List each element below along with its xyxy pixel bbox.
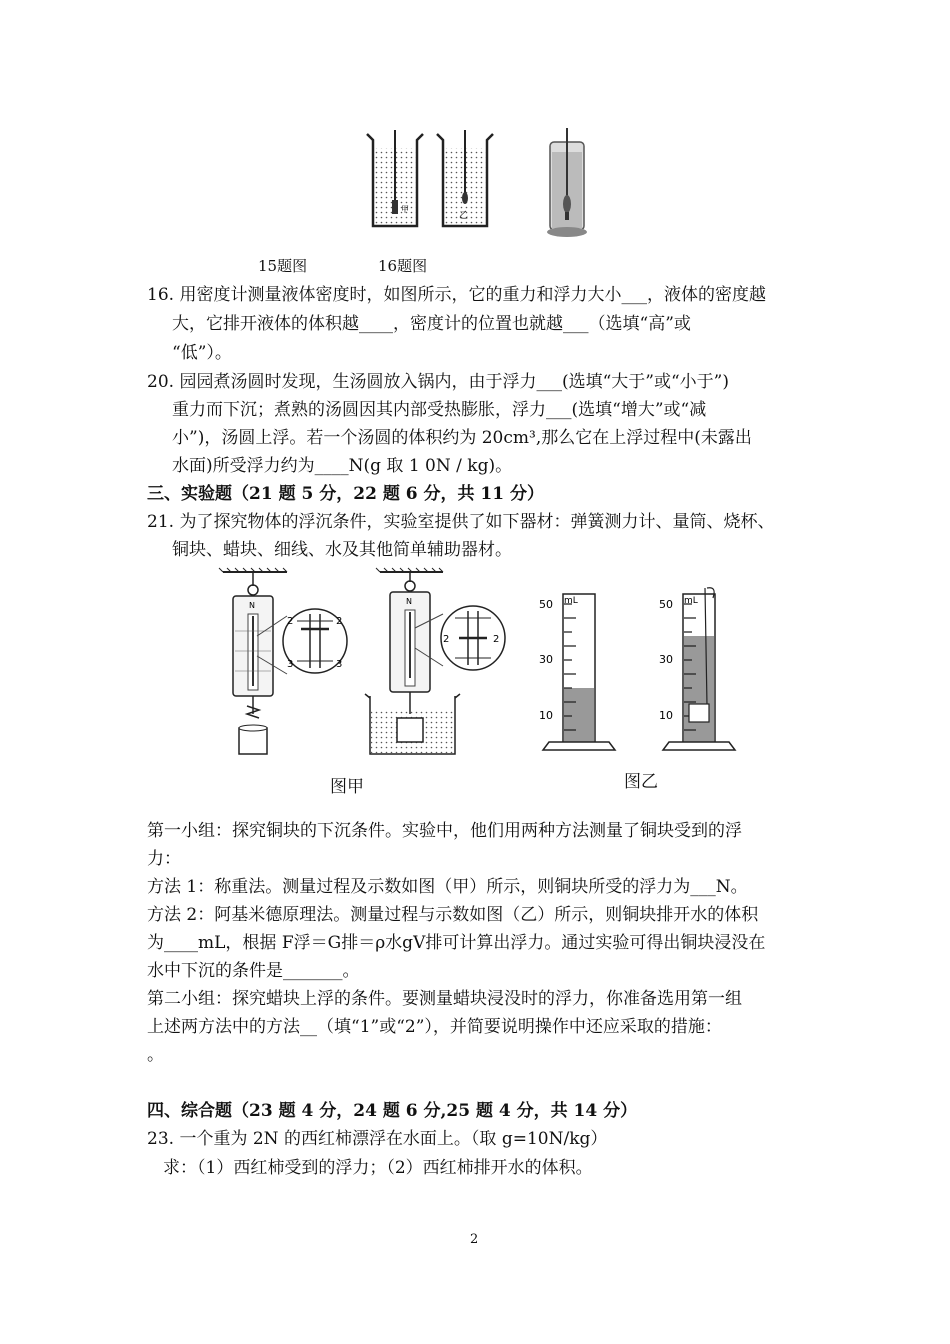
q21-body1: 第一小组：探究铜块的下沉条件。实验中，他们用两种方法测量了铜块受到的浮 [147, 821, 742, 841]
section4-title: 四、综合题（23 题 4 分，24 题 6 分,25 题 4 分，共 14 分） [147, 1101, 638, 1121]
beaker-yi [437, 130, 493, 226]
caption-15: 15题图 [258, 257, 308, 275]
q21-body6: 水中下沉的条件是_______。 [147, 961, 360, 981]
figure-15-16 [355, 126, 595, 244]
spring-scale-2 [365, 568, 460, 754]
q21-body9: 。 [147, 1045, 164, 1065]
cylinder-before [539, 594, 615, 750]
svg-text:2: 2 [493, 634, 500, 645]
spring-scale-1 [219, 568, 287, 754]
q20-line4: 水面)所受浮力约为____N(g 取 1 0N / kg)。 [172, 456, 513, 476]
svg-text:10: 10 [539, 709, 553, 722]
svg-text:2: 2 [336, 616, 343, 627]
svg-text:乙: 乙 [459, 211, 469, 221]
svg-text:mL: mL [564, 596, 578, 606]
page-number: 2 [470, 1232, 479, 1247]
svg-text:mL: mL [684, 596, 698, 606]
svg-text:甲: 甲 [401, 205, 409, 214]
q23-line2: 求：（1）西红柿受到的浮力；（2）西红柿排开水的体积。 [163, 1158, 593, 1178]
caption-16: 16题图 [378, 257, 428, 275]
q16-line3: “低”）。 [172, 343, 232, 363]
section3-title: 三、实验题（21 题 5 分，22 题 6 分，共 11 分） [147, 484, 544, 504]
q23-line1: 23. 一个重为 2N 的西红柿漂浮在水面上。（取 g=10N/kg） [147, 1129, 608, 1149]
fig-yi-caption: 图乙 [624, 772, 658, 792]
svg-text:30: 30 [659, 653, 673, 666]
q16-line1: 16. 用密度计测量液体密度时，如图所示，它的重力和浮力大小___，液体的密度越 [147, 285, 766, 305]
svg-text:2: 2 [287, 616, 294, 627]
figure-yi [535, 586, 750, 758]
q20-line3: 小”)，汤圆上浮。若一个汤圆的体积约为 20cm³,那么它在上浮过程中(未露出 [172, 428, 752, 448]
svg-text:10: 10 [659, 709, 673, 722]
q21-body7: 第二小组：探究蜡块上浮的条件。要测量蜡块浸没时的浮力，你准备选用第一组 [147, 989, 742, 1009]
svg-text:2: 2 [443, 634, 450, 645]
svg-text:3: 3 [287, 659, 294, 670]
svg-text:N: N [249, 601, 255, 610]
svg-text:50: 50 [659, 598, 673, 611]
q21-body3: 方法 1：称重法。测量过程及示数如图（甲）所示，则铜块所受的浮力为___N。 [147, 877, 748, 897]
q20-line2: 重力而下沉；煮熟的汤圆因其内部受热膨胀，浮力___(选填“增大”或“减 [172, 400, 707, 420]
q21-line2: 铜块、蜡块、细线、水及其他简单辅助器材。 [172, 540, 512, 560]
svg-text:30: 30 [539, 653, 553, 666]
q21-body2: 力： [147, 849, 181, 869]
q21-body5: 为____mL，根据 F浮＝G排＝ρ水gV排可计算出浮力。通过实验可得出铜块浸没在 [147, 933, 766, 953]
q21-body8: 上述两方法中的方法__（填“1”或“2”），并简要说明操作中还应采取的措施： [147, 1017, 722, 1037]
svg-text:N: N [406, 597, 412, 606]
q20-line1: 20. 园园煮汤圆时发现，生汤圆放入锅内，由于浮力___(选填“大于”或“小于”) [147, 372, 729, 392]
cylinder-16 [547, 128, 587, 237]
svg-text:3: 3 [336, 659, 343, 670]
figure-jia [215, 566, 515, 766]
cylinder-after [659, 588, 735, 750]
svg-text:50: 50 [539, 598, 553, 611]
q21-body4: 方法 2：阿基米德原理法。测量过程与示数如图（乙）所示，则铜块排开水的体积 [147, 905, 759, 925]
fig-jia-caption: 图甲 [330, 777, 364, 797]
q21-line1: 21. 为了探究物体的浮沉条件，实验室提供了如下器材：弹簧测力计、量筒、烧杯、 [147, 512, 775, 532]
q16-line2: 大，它排开液体的体积越____，密度计的位置也就越___（选填“高”或 [172, 314, 691, 334]
beaker-jia [367, 130, 423, 226]
